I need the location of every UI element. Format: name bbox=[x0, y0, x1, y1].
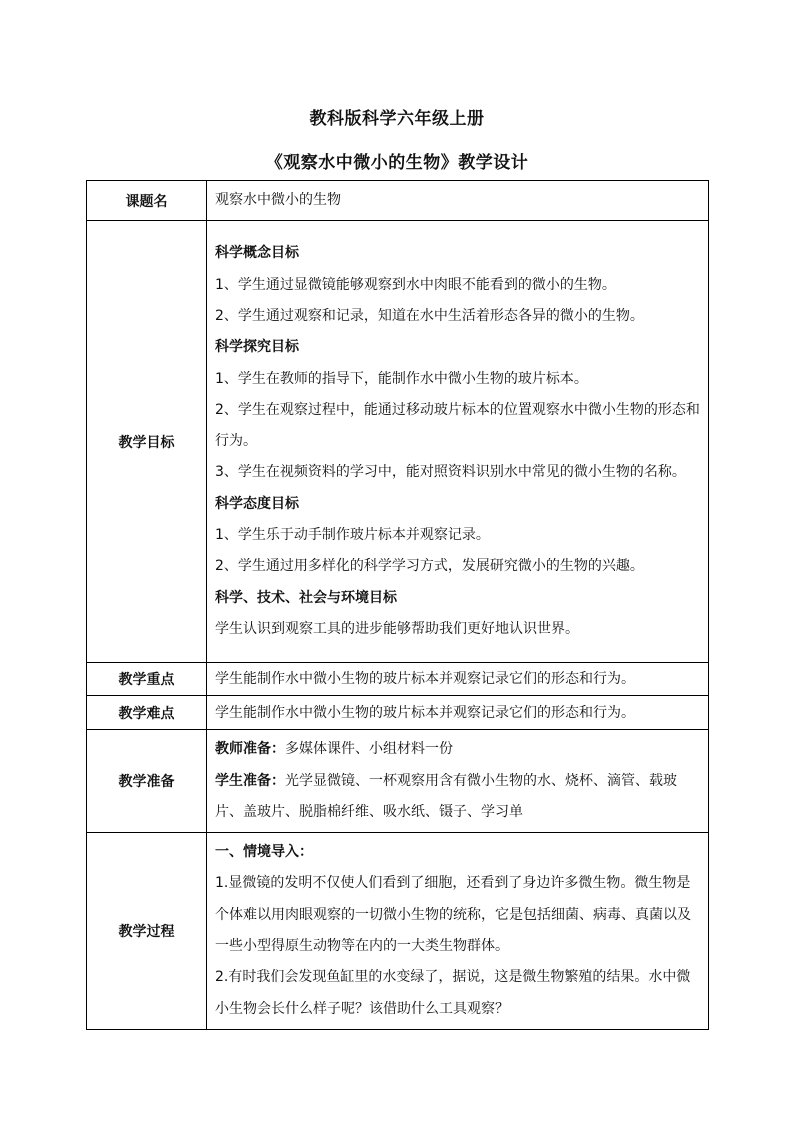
row-label-goals: 教学目标 bbox=[87, 221, 207, 663]
attitude-goal-2: 2、学生通过用多样化的科学学习方式，发展研究微小的生物的兴趣。 bbox=[215, 558, 644, 575]
difficulty-value: 学生能制作水中微小生物的玻片标本并观察记录它们的形态和行为。 bbox=[207, 696, 709, 730]
concept-goal-heading: 科学概念目标 bbox=[215, 245, 299, 262]
table-row-difficulty bbox=[87, 696, 709, 730]
process-paragraph-2: 2.有时我们会发现鱼缸里的水变绿了，据说，这是微生物繁殖的结果。水中微小生物会长什么样子呢？该借助什么工具观察？ bbox=[215, 969, 691, 1017]
student-preparation-value: 光学显微镜、一杯观察用含有微小生物的水、烧杯、滴管、载玻片、盖玻片、脱脂棉纤维、吸水纸、镊子、学习单 bbox=[215, 772, 677, 820]
row-label-key-point: 教学重点 bbox=[87, 663, 207, 696]
topic-value: 观察水中微小的生物 bbox=[207, 181, 709, 221]
inquiry-goal-2: 2、学生在观察过程中，能通过移动玻片标本的位置观察水中微小生物的形态和行为。 bbox=[215, 401, 700, 450]
row-label-topic: 课题名 bbox=[87, 181, 207, 221]
preparation-content bbox=[207, 730, 709, 833]
inquiry-goal-3: 3、学生在视频资料的学习中，能对照资料识别水中常见的微小生物的名称。 bbox=[215, 464, 686, 481]
process-content bbox=[207, 833, 709, 1030]
process-paragraph-1: 1.显微镜的发明不仅使人们看到了细胞，还看到了身边许多微生物。微生物是个体难以用肉眼观察的一切微小生物的统称，它是包括细菌、病毒、真菌以及一些小型得原生动物等在内的一大类生物群体。 bbox=[215, 875, 691, 955]
table-row-goals bbox=[87, 221, 709, 663]
teacher-preparation bbox=[215, 734, 702, 765]
attitude-goal-heading: 科学态度目标 bbox=[215, 495, 299, 512]
sts-goal-heading: 科学、技术、社会与环境目标 bbox=[215, 589, 397, 606]
attitude-goal-1: 1、学生乐于动手制作玻片标本并观察记录。 bbox=[215, 527, 490, 544]
table-row-topic bbox=[87, 181, 709, 221]
table-row-key-point bbox=[87, 663, 709, 696]
table-row-process bbox=[87, 833, 709, 1030]
teacher-preparation-heading: 教师准备： bbox=[215, 741, 285, 758]
key-point-value: 学生能制作水中微小生物的玻片标本并观察记录它们的形态和行为。 bbox=[207, 663, 709, 696]
sts-goal-1: 学生认识到观察工具的进步能够帮助我们更好地认识世界。 bbox=[215, 620, 579, 637]
process-heading: 一、情境导入： bbox=[215, 844, 313, 861]
student-preparation-heading: 学生准备： bbox=[215, 772, 285, 789]
table-row-preparation bbox=[87, 730, 709, 833]
row-label-preparation: 教学准备 bbox=[87, 730, 207, 833]
goals-content bbox=[207, 221, 709, 663]
concept-goal-2: 2、学生通过观察和记录，知道在水中生活着形态各异的微小的生物。 bbox=[215, 307, 644, 324]
row-label-difficulty: 教学难点 bbox=[87, 696, 207, 730]
document-title: 教科版科学六年级上册 bbox=[309, 109, 485, 129]
lesson-plan-table bbox=[86, 180, 709, 1030]
row-label-process: 教学过程 bbox=[87, 833, 207, 1030]
inquiry-goal-1: 1、学生在教师的指导下，能制作水中微小生物的玻片标本。 bbox=[215, 370, 588, 387]
concept-goal-1: 1、学生通过显微镜能够观察到水中肉眼不能看到的微小的生物。 bbox=[215, 276, 616, 293]
student-preparation bbox=[215, 766, 702, 829]
inquiry-goal-heading: 科学探究目标 bbox=[215, 339, 299, 356]
teacher-preparation-value: 多媒体课件、小组材料一份 bbox=[285, 741, 453, 758]
document-subtitle: 《观察水中微小的生物》教学设计 bbox=[265, 153, 529, 173]
